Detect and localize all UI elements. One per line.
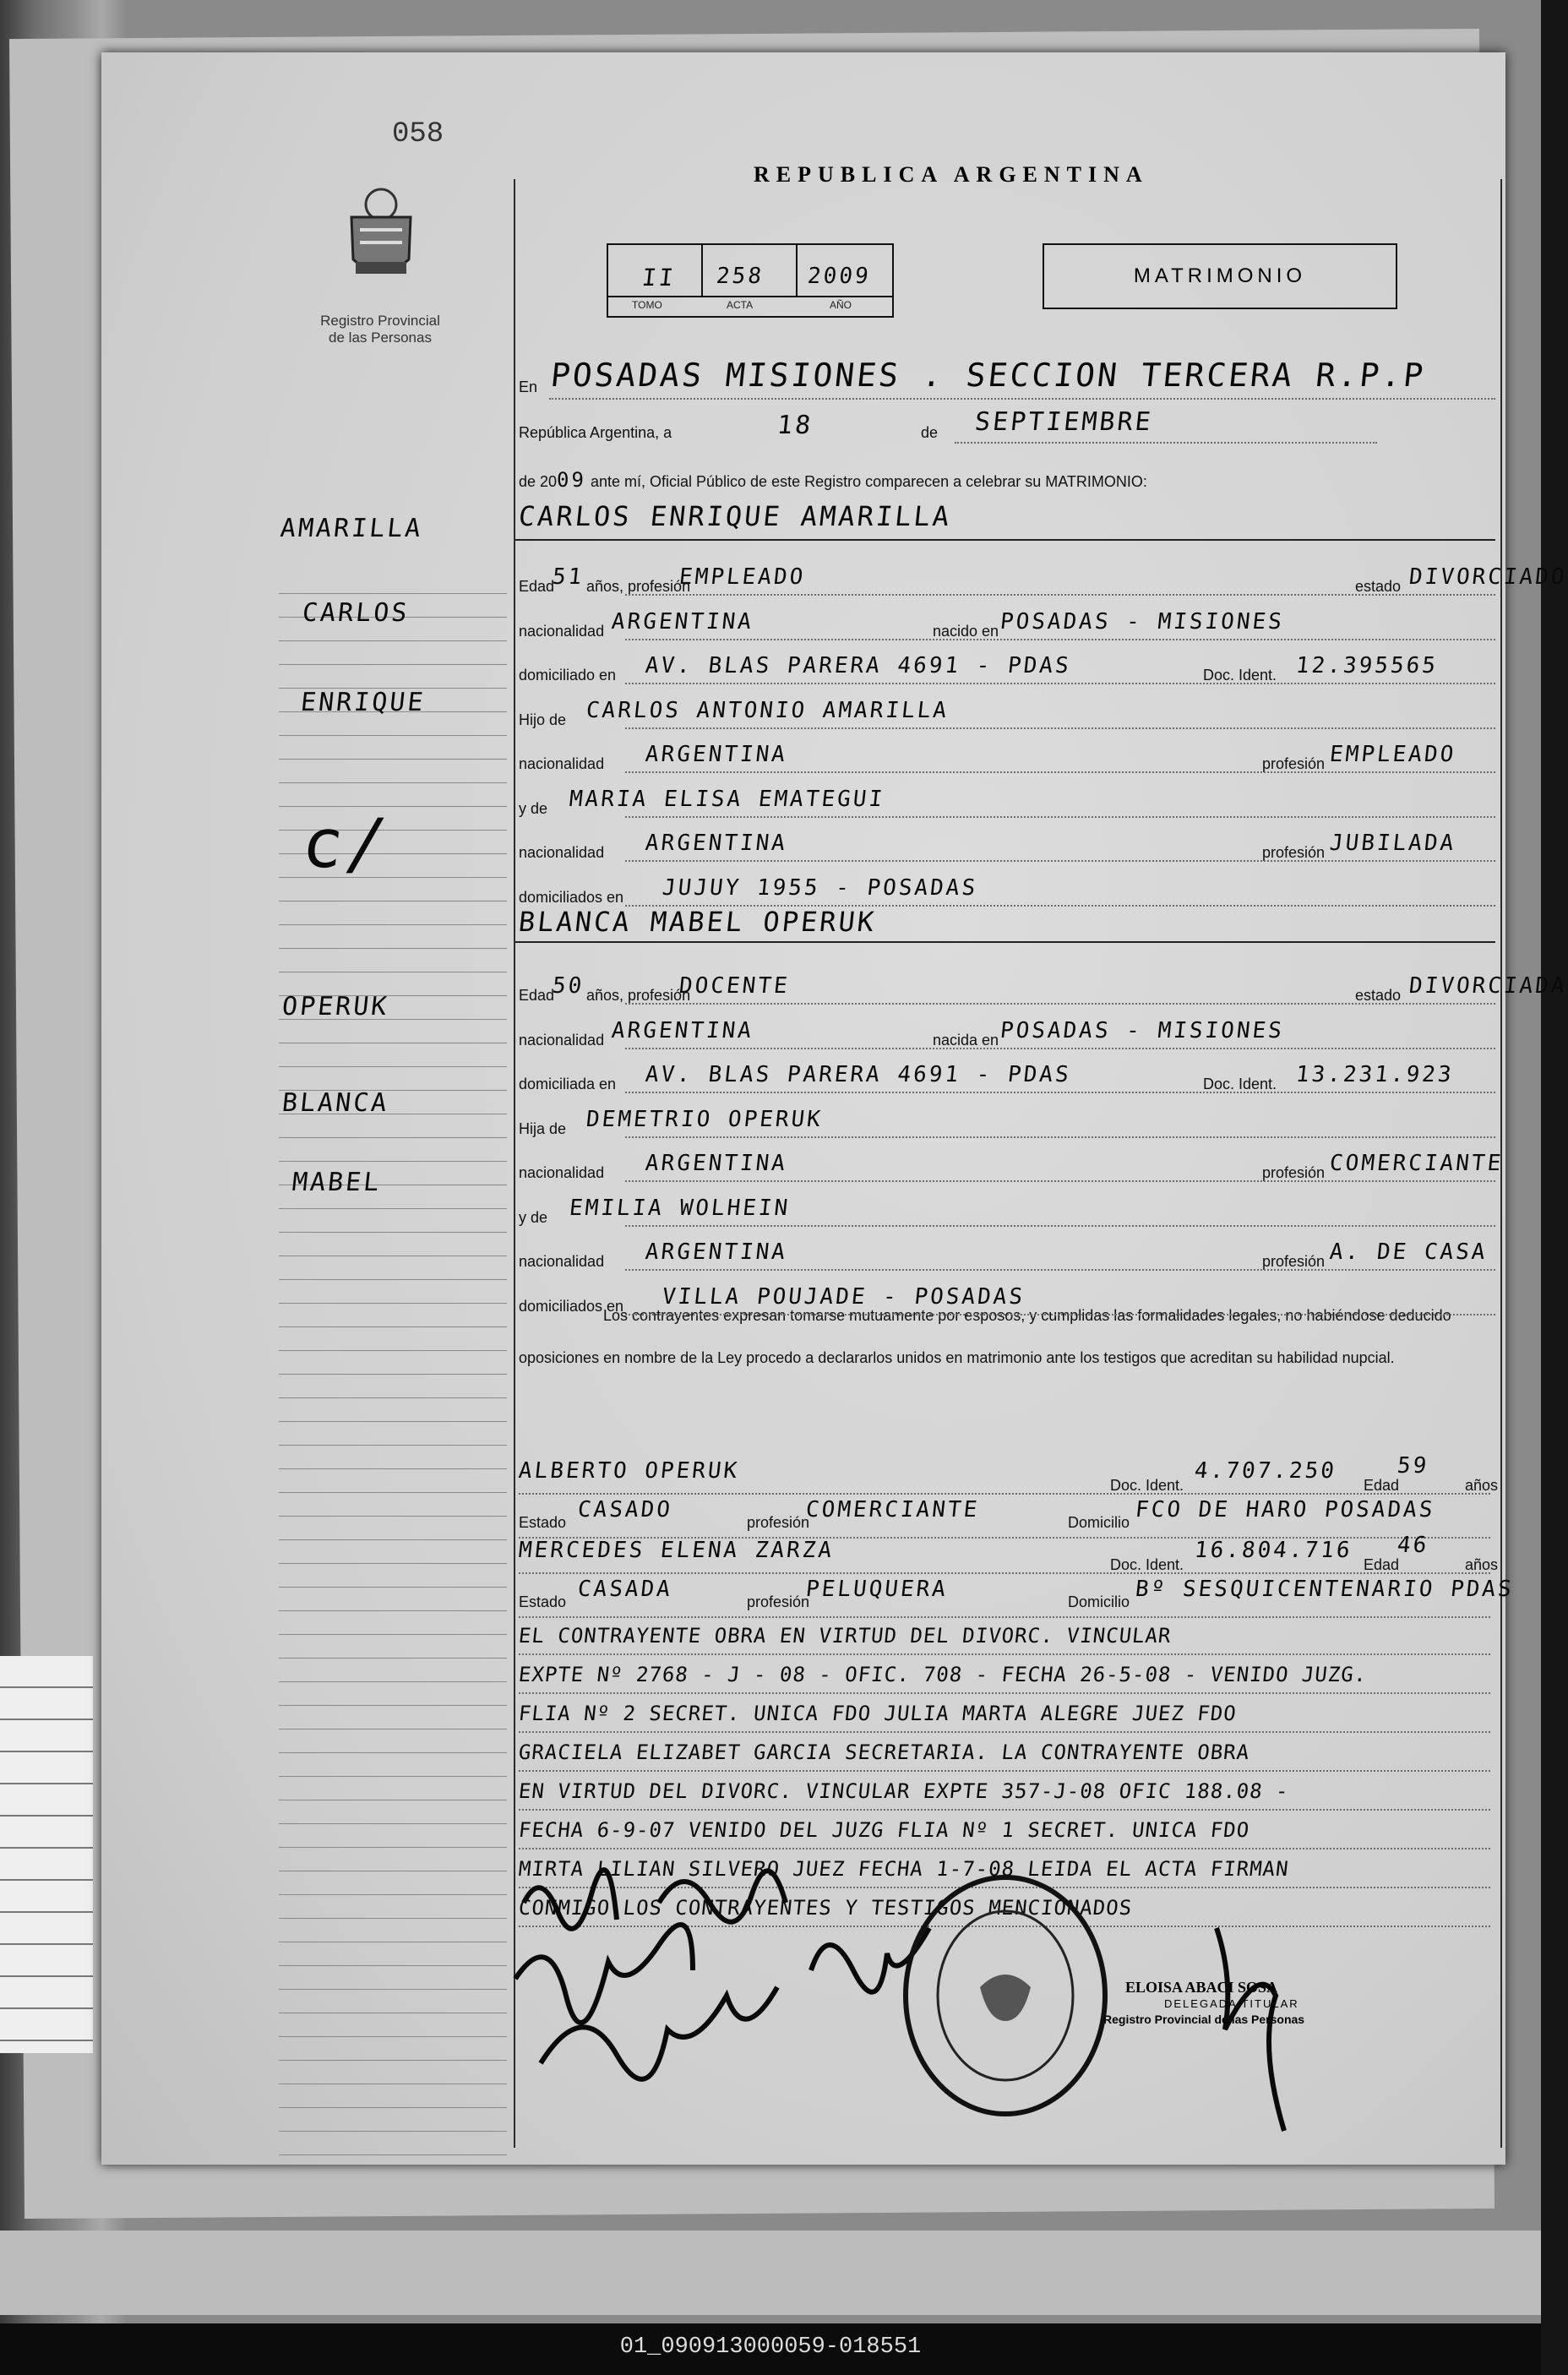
signatures-icon (490, 1852, 963, 2089)
left-page-edge (0, 1656, 93, 2053)
field-line (519, 1847, 1490, 1849)
year-line: de 2009 ante mí, Oficial Público de este Registro comparecen a celebrar su MATRIMONIO: (519, 468, 1147, 492)
field-value: ARGENTINA (610, 608, 755, 635)
margin-line (279, 593, 507, 594)
field-line (519, 1730, 1490, 1733)
field-value: ARGENTINA (644, 831, 789, 856)
margin-line (279, 1610, 507, 1611)
field-line (625, 1179, 1495, 1182)
anio-value: 2009 (806, 264, 873, 289)
field-value: JUBILADA (1328, 831, 1457, 856)
witness-value: Bº SESQUICENTENARIO PDAS (1134, 1577, 1516, 1602)
field-line (625, 593, 1495, 596)
margin-line (279, 901, 507, 902)
acta-label: ACTA (727, 299, 754, 311)
margin-line (279, 1965, 507, 1966)
field-value: 51 (551, 564, 585, 590)
margin-line (279, 640, 507, 641)
field-label: Hijo de (519, 711, 567, 728)
margin-line (279, 1326, 507, 1327)
witness-value: ALBERTO OPERUK (517, 1458, 741, 1484)
note-line: EXPTE Nº 2768 - J - 08 - OFIC. 708 - FECHA 26-5-08 - VENIDO JUZG. (517, 1663, 1369, 1686)
margin-line (279, 1232, 507, 1233)
margin-line (279, 1918, 507, 1919)
field-value: A. DE CASA (1328, 1239, 1489, 1265)
margin-bride-surname: OPERUK (280, 992, 391, 1021)
field-label: Edad (519, 987, 555, 1004)
field-line (519, 1691, 1490, 1694)
witness-value: 46 (1396, 1533, 1430, 1558)
act-type: MATRIMONIO (1133, 264, 1307, 287)
witness-value: 59 (1396, 1453, 1430, 1479)
margin-line (279, 1421, 507, 1422)
margin-line (279, 1705, 507, 1706)
field-value: DEMETRIO OPERUK (585, 1106, 825, 1132)
field-line (625, 1224, 1495, 1227)
witness-label: Edad (1364, 1556, 1400, 1573)
note-line: FECHA 6-9-07 VENIDO DEL JUZG FLIA Nº 1 SECRET. UNICA FDO (517, 1818, 1251, 1842)
field-label: nacionalidad (519, 844, 605, 861)
page-number: 058 (392, 118, 444, 150)
margin-line (279, 924, 507, 925)
field-label: nacionalidad (519, 622, 605, 640)
field-label: nacido en (933, 622, 999, 640)
margin-line (279, 2060, 507, 2061)
margin-line (279, 1161, 507, 1162)
margin-line (279, 1752, 507, 1753)
coat-of-arms-icon (335, 179, 427, 289)
declaration-text: Los contrayentes expresan tomarse mutuamente por esposos, y cumplidas las formalidades legales, no habiéndose deducido oposiciones en nombre de la Ley procedo a declararlos unidos en matrimonio ante los testigos que acreditan su habilidad nupcial. (519, 1307, 1451, 1366)
margin-line (279, 1823, 507, 1824)
official-org: Registro Provincial de las Personas (1103, 2013, 1305, 2026)
witness-value: CASADO (576, 1497, 674, 1523)
field-value: DIVORCIADA (1407, 973, 1568, 999)
field-line (519, 1572, 1490, 1574)
official-role: DELEGADA TITULAR (1164, 1997, 1299, 2010)
margin-line (279, 1445, 507, 1446)
field-line (625, 1136, 1495, 1138)
republica-label: República Argentina, a (519, 424, 672, 441)
field-label: Hija de (519, 1119, 567, 1137)
witness-label: Edad (1364, 1477, 1400, 1494)
field-label: nacionalidad (519, 1253, 605, 1270)
field-label: domiciliados en (519, 888, 624, 906)
witness-value: 16.804.716 (1193, 1538, 1354, 1563)
field-line (625, 638, 1495, 640)
field-value: POSADAS - MISIONES (999, 608, 1286, 635)
margin-connector: c/ (298, 804, 394, 883)
witness-label: Doc. Ident. (1110, 1556, 1184, 1573)
witness-label: profesión (747, 1593, 810, 1610)
field-line (519, 1615, 1490, 1618)
field-value: ARGENTINA (644, 1239, 789, 1265)
margin-line (279, 1397, 507, 1398)
witness-label: años (1465, 1556, 1499, 1573)
field-label: domiciliados en (519, 1297, 624, 1315)
margin-line (279, 735, 507, 736)
witness-label: años (1465, 1477, 1499, 1494)
witness-label: Estado (519, 1593, 567, 1610)
note-line: CONMIGO LOS CONTRAYENTES Y TESTIGOS MENCIONADOS (517, 1896, 1134, 1920)
field-label: nacionalidad (519, 1031, 605, 1049)
witness-label: Domicilio (1068, 1514, 1130, 1531)
field-label: profesión (1262, 1253, 1326, 1270)
margin-line (279, 1350, 507, 1351)
ceremony-place: POSADAS MISIONES . SECCION TERCERA R.P.P (548, 357, 1428, 394)
margin-line (279, 759, 507, 760)
field-line (625, 815, 1495, 818)
field-value: AV. BLAS PARERA 4691 - PDAS (644, 1062, 1073, 1087)
margin-line (279, 1137, 507, 1138)
field-value: ARGENTINA (644, 1151, 789, 1176)
de-label: de (921, 424, 939, 441)
margin-line (279, 1563, 507, 1564)
ceremony-day: 18 (776, 411, 814, 440)
field-value: ARGENTINA (610, 1017, 755, 1043)
official-stamp-icon (896, 1869, 1115, 2122)
margin-line (279, 1066, 507, 1067)
field-value: 50 (551, 973, 585, 999)
margin-line (279, 1776, 507, 1777)
margin-line (279, 1468, 507, 1469)
margin-line (279, 948, 507, 949)
certificate-page (101, 52, 1568, 2165)
anio-label: AÑO (830, 299, 852, 311)
note-line: MIRTA LILIAN SILVERO JUEZ FECHA 1-7-08 LEIDA EL ACTA FIRMAN (517, 1857, 1290, 1881)
margin-line (279, 1208, 507, 1209)
witness-label: Estado (519, 1514, 567, 1531)
field-value: POSADAS - MISIONES (999, 1017, 1286, 1043)
note-line: EN VIRTUD DEL DIVORC. VINCULAR EXPTE 357-J-08 OFIC 188.08 - (517, 1779, 1290, 1803)
margin-line (279, 2036, 507, 2037)
field-value: CARLOS ANTONIO AMARILLA (585, 697, 950, 723)
margin-line (279, 1279, 507, 1280)
margin-line (279, 1634, 507, 1635)
field-label: profesión (1262, 755, 1326, 772)
act-type-box (1043, 243, 1397, 309)
field-value: ARGENTINA (644, 742, 789, 767)
field-label: estado (1355, 987, 1402, 1004)
field-label: estado (1355, 578, 1402, 595)
field-value: 13.231.923 (1294, 1062, 1456, 1087)
margin-line (279, 1492, 507, 1493)
official-name: ELOISA ABACI SOSA (1125, 1979, 1278, 1996)
witness-value: MERCEDES ELENA ZARZA (517, 1538, 836, 1563)
field-value: DIVORCIADO (1407, 564, 1568, 590)
field-value: EMILIA WOLHEIN (568, 1195, 792, 1221)
witness-value: CASADA (576, 1577, 674, 1602)
field-line (519, 1653, 1490, 1655)
witness-value: PELUQUERA (804, 1577, 950, 1602)
field-line (625, 727, 1495, 729)
margin-line (279, 1681, 507, 1682)
field-line (519, 1808, 1490, 1811)
field-label: años, profesión (586, 987, 691, 1004)
registry-label: Registro Provincial de las Personas (320, 313, 440, 346)
field-label: nacida en (933, 1031, 999, 1049)
witness-value: FCO DE HARO POSADAS (1134, 1497, 1436, 1523)
note-line: FLIA Nº 2 SECRET. UNICA FDO JULIA MARTA ALEGRE JUEZ FDO (517, 1702, 1239, 1725)
field-label: nacionalidad (519, 755, 605, 772)
margin-line (279, 1989, 507, 1990)
witness-label: profesión (747, 1514, 810, 1531)
field-line (625, 1047, 1495, 1049)
field-label: nacionalidad (519, 1164, 605, 1181)
tomo-value: II (640, 264, 678, 291)
field-line (625, 904, 1495, 907)
margin-bride-name1: BLANCA (280, 1088, 391, 1118)
margin-groom-name2: ENRIQUE (299, 688, 427, 717)
margin-groom-surname: AMARILLA (279, 514, 425, 543)
field-line (625, 1313, 1495, 1316)
margin-line (279, 1539, 507, 1540)
note-line: GRACIELA ELIZABET GARCIA SECRETARIA. LA CONTRAYENTE OBRA (517, 1740, 1251, 1764)
field-label: domiciliada en (519, 1076, 617, 1092)
tomo-acta-box (607, 243, 894, 318)
witness-label: Doc. Ident. (1110, 1477, 1184, 1494)
field-label: Doc. Ident. (1203, 1076, 1277, 1092)
note-line: EL CONTRAYENTE OBRA EN VIRTUD DEL DIVORC. VINCULAR (517, 1624, 1173, 1648)
groom-full-name: CARLOS ENRIQUE AMARILLA (517, 500, 954, 532)
margin-line (279, 1729, 507, 1730)
margin-line (279, 1516, 507, 1517)
margin-bride-name2: MABEL (291, 1168, 384, 1197)
field-label: Doc. Ident. (1203, 667, 1277, 684)
field-value: DOCENTE (678, 973, 792, 999)
margin-groom-name1: CARLOS (301, 598, 411, 628)
acta-value: 258 (715, 264, 765, 289)
margin-line (279, 1894, 507, 1895)
field-label: años, profesión (586, 578, 691, 595)
field-value: EMPLEADO (678, 564, 807, 590)
field-value: EMPLEADO (1328, 742, 1457, 767)
margin-line (279, 2131, 507, 2132)
margin-line (279, 782, 507, 783)
field-line (625, 1091, 1495, 1093)
field-line (625, 771, 1495, 773)
field-line (625, 1002, 1495, 1005)
margin-line (279, 2107, 507, 2108)
margin-line (279, 1374, 507, 1375)
field-value: VILLA POUJADE - POSADAS (661, 1283, 1026, 1310)
field-label: y de (519, 799, 548, 817)
field-line (519, 1769, 1490, 1772)
tomo-label: TOMO (632, 299, 662, 311)
field-line (625, 682, 1495, 684)
field-value: COMERCIANTE (1328, 1151, 1505, 1176)
margin-line (279, 1847, 507, 1848)
field-label: profesión (1262, 1164, 1326, 1181)
margin-line (279, 1658, 507, 1659)
image-identifier: 01_090913000059-018551 (0, 2323, 1541, 2375)
margin-line (279, 2154, 507, 2155)
ceremony-month: SEPTIEMBRE (973, 407, 1155, 437)
margin-line (279, 1587, 507, 1588)
bride-full-name: BLANCA MABEL OPERUK (517, 906, 879, 938)
field-label: y de (519, 1208, 548, 1226)
field-label: domiciliado en (519, 667, 617, 684)
country-title: REPUBLICA ARGENTINA (754, 162, 1149, 187)
witness-label: Domicilio (1068, 1593, 1130, 1610)
field-value: AV. BLAS PARERA 4691 - PDAS (644, 653, 1073, 678)
witness-value: COMERCIANTE (804, 1497, 981, 1523)
field-value: MARIA ELISA EMATEGUI (568, 786, 886, 812)
field-line (625, 859, 1495, 862)
field-label: Edad (519, 578, 555, 595)
field-line (519, 1492, 1490, 1495)
en-label: En (519, 379, 538, 395)
field-line (625, 1268, 1495, 1271)
field-label: profesión (1262, 844, 1326, 861)
margin-line (279, 1303, 507, 1304)
field-value: JUJUY 1955 - POSADAS (661, 874, 979, 901)
book-bottom-edge (0, 2231, 1541, 2315)
field-value: 12.395565 (1294, 653, 1440, 678)
margin-line (279, 664, 507, 665)
witness-value: 4.707.250 (1193, 1458, 1338, 1484)
